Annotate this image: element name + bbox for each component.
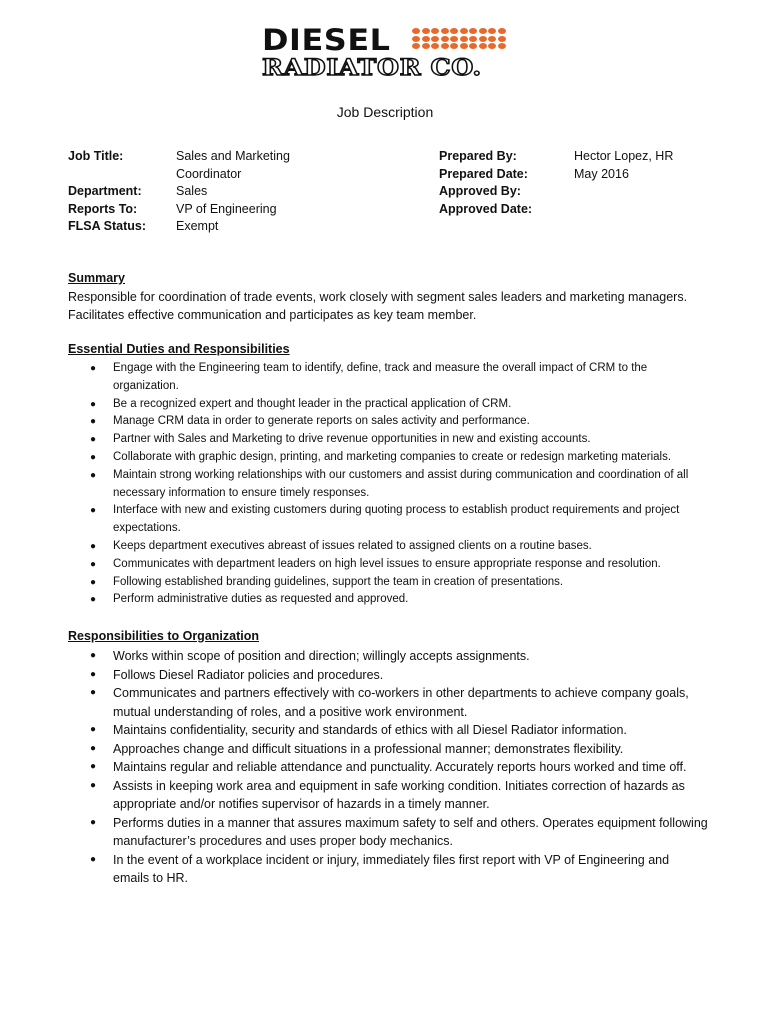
list-item: ● Partner with Sales and Marketing to drive revenue opportunities in new and existing accounts. [68,431,708,449]
list-item: ● Works within scope of position and direction; willingly accepts assignments. [68,647,708,666]
bullet-icon: ● [90,469,97,481]
list-item: ● Performs duties in a manner that assures maximum safety to self and others. Operates equipment following manufacturer’s procedures and uses proper body mechanics. [90,815,708,848]
list-item: ● Approaches change and difficult situations in a professional manner; demonstrates flexibility. [68,740,708,759]
bullet-icon: ● [90,687,97,698]
info-left-labels [68,148,146,236]
company-logo [262,23,512,82]
bullet-icon: ● [90,594,97,606]
approved-date-value [574,201,673,219]
list-item: ● Perform administrative duties as requested and approved. [68,591,708,609]
flsa-status-label: FLSA Status: [68,219,147,233]
list-item: ● Keeps department executives abreast of issues related to assigned clients on a routine bases. [68,538,708,556]
bullet-icon: ● [90,398,97,410]
prepared-date-value: May 2016 [574,166,629,181]
bullet-icon: ● [90,761,97,772]
list-item: ● Collaborate with graphic design, printing, and marketing companies to create or redesign marketing materials. [68,449,708,467]
bullet-icon: ● [90,724,97,735]
prepared-date-label: Prepared Date: [439,166,528,181]
prepared-by-value: Hector Lopez, HR [574,149,674,163]
list-item: ● Following established branding guidelines, support the team in creation of presentations. [68,574,708,592]
list-item: ● Follows Diesel Radiator policies and procedures. [68,666,708,685]
bullet-icon: ● [90,363,97,374]
department-label: Department: [68,184,142,198]
bullet-icon: ● [90,650,97,661]
bullet-icon: ● [90,505,97,517]
list-item: ● Be a recognized expert and thought leader in the practical application of CRM. [68,396,708,414]
bullet-icon: ● [90,540,97,552]
reports-to-value: VP of Engineering [176,201,277,216]
bullet-icon: ● [90,779,97,791]
info-right-labels [439,148,532,218]
list-item: ● Manage CRM data in order to generate reports on sales activity and performance. [68,413,708,431]
info-left-values [176,148,306,236]
flsa-status-value: Exempt [176,219,219,233]
radiator-grille-icon [412,28,506,50]
document-title: Job Description [336,104,434,120]
list-item: ● Maintain strong working relationships with our customers and assist during communication and coordination of all necessary information to ensure timely responses. [90,468,689,499]
bullet-icon: ● [90,742,97,754]
info-right-values [574,148,673,218]
list-item: ● Engage with the Engineering team to identify, define, track and measure the overall impact of CRM to the organization. [90,362,648,392]
duties-list [68,360,708,609]
prepared-by-label: Prepared By: [439,149,517,163]
approved-by-label: Approved By: [439,184,521,198]
list-item: ● Maintains confidentiality, security and standards of ethics with all Diesel Radiator information. [68,721,708,740]
reports-to-label: Reports To: [68,201,138,216]
list-item: ● Assists in keeping work area and equipment in safe working condition. Initiates correction of hazards as appropriate and/or notifies supervisor of hazards in a timely manner. [90,778,685,811]
job-title-label: Job Title: [68,149,124,163]
bullet-icon: ● [90,558,97,570]
summary-heading: Summary [68,271,125,285]
bullet-icon: ● [90,576,97,588]
bullet-icon: ● [90,816,97,828]
summary-text: Responsible for coordination of trade events, work closely with segment sales leaders and marketing managers. Facilitates effective communication and participates as key team member. [68,290,688,322]
list-item: ● Communicates with department leaders on high level issues to ensure appropriate response and resolution. [68,556,708,574]
approved-date-label: Approved Date: [439,201,533,216]
bullet-icon: ● [90,416,97,428]
organization-list [68,647,708,888]
organization-heading: Responsibilities to Organization [68,629,259,643]
list-item: ● Interface with new and existing customers during quoting process to establish product requirements and project expectations. [90,504,680,535]
duties-heading: Essential Duties and Responsibilities [68,342,290,356]
list-item: ● Communicates and partners effectively with co-workers in other departments to achieve company goals, mutual understanding of roles, and a positive work environment. [90,686,689,719]
bullet-icon: ● [90,853,97,865]
bullet-icon: ● [90,668,97,680]
bullet-icon: ● [90,434,97,446]
job-title-value: Sales and Marketing Coordinator [176,149,290,181]
logo-text-diesel: DIESEL [262,23,391,57]
list-item: ● In the event of a workplace incident or injury, immediately files first report with VP of Engineering and emails to HR. [90,852,670,885]
department-value: Sales [176,184,208,198]
logo-text-radiator: RADIATOR CO. [262,55,482,81]
bullet-icon: ● [90,451,97,463]
approved-by-value [574,183,673,201]
list-item: ● Maintains regular and reliable attendance and punctuality. Accurately reports hours worked and time off. [68,758,708,777]
